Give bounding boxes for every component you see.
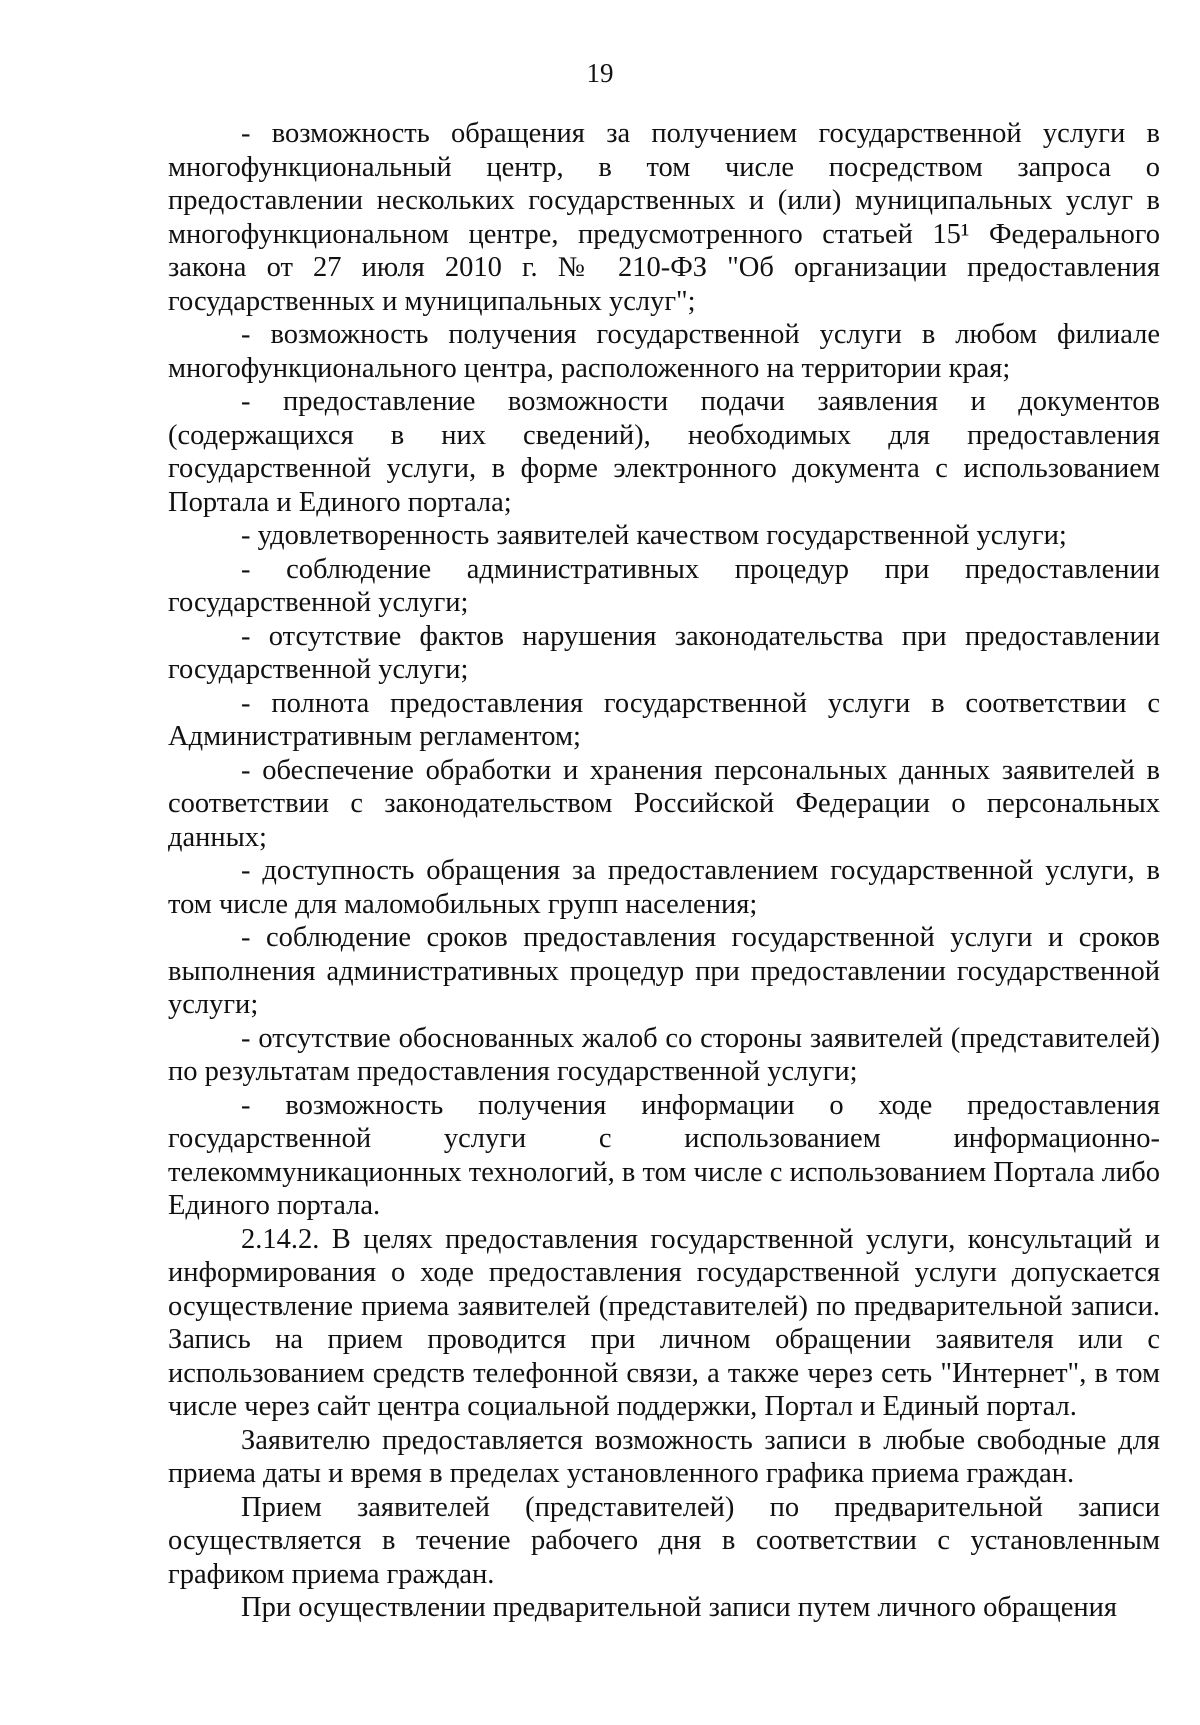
paragraph-3: - предоставление возможности подачи заявления и документов (содержащихся в них сведений), необходимых для предоставления государственной услуги, в форме электронного документа с использованием Портала и Единого портала; (168, 386, 1160, 518)
paragraph-13: 2.14.2. В целях предоставления государственной услуги, консультаций и информирования о ходе предоставления государственной услуги допускается осуществление приема заявителей (представителей) по предварительной записи. Запись на прием проводится при личном обращении заявителя или с использованием средств телефонной связи, а также через сеть "Интернет", в том числе через сайт центра социальной поддержки, Портал и Единый портал. (168, 1223, 1160, 1422)
paragraph-16: При осуществлении предварительной записи путем личного обращения (241, 1592, 1117, 1623)
paragraph-7: - полнота предоставления государственной услуги в соответствии с Административным регламентом; (168, 687, 1160, 752)
paragraph-6: - отсутствие фактов нарушения законодательства при предоставлении государственной услуги; (168, 620, 1160, 685)
paragraph-14: Заявителю предоставляется возможность записи в любые свободные для приема даты и время в пределах установленного графика приема граждан. (168, 1424, 1160, 1489)
page-number: 19 (586, 58, 614, 88)
paragraph-8: - обеспечение обработки и хранения персональных данных заявителей в соответствии с законодательством Российской Федерации о персональных данных; (168, 754, 1160, 853)
paragraph-2: - возможность получения государственной услуги в любом филиале многофункционального центра, расположенного на территории края; (168, 319, 1160, 384)
paragraph-11: - отсутствие обоснованных жалоб со стороны заявителей (представителей) по результатам предоставления государственной услуги; (168, 1022, 1160, 1087)
paragraph-15: Прием заявителей (представителей) по предварительной записи осуществляется в течение рабочего дня в соответствии с установленным графиком приема граждан. (168, 1491, 1160, 1590)
paragraph-5: - соблюдение административных процедур при предоставлении государственной услуги; (168, 553, 1160, 618)
paragraph-4: - удовлетворенность заявителей качеством государственной услуги; (241, 520, 1067, 551)
paragraph-9: - доступность обращения за предоставлением государственной услуги, в том числе для маломобильных групп населения; (168, 855, 1160, 920)
document-body (168, 117, 1160, 1625)
paragraph-1: - возможность обращения за получением государственной услуги в многофункциональный центр, в том числе посредством запроса о предоставлении нескольких государственных и (или) муниципальных услуг в многофункциональном центре, предусмотренного статьей 15¹ Федерального закона от 27 июля 2010 г. № 210-ФЗ "Об организации предоставления государственных и муниципальных услуг"; (168, 118, 1160, 317)
paragraph-10: - соблюдение сроков предоставления государственной услуги и сроков выполнения административных процедур при предоставлении государственной услуги; (168, 922, 1160, 1020)
paragraph-12: - возможность получения информации о ходе предоставления государственной услуги с использованием информационно-телекоммуникационных технологий, в том числе с использованием Портала либо Единого портала. (168, 1089, 1160, 1221)
